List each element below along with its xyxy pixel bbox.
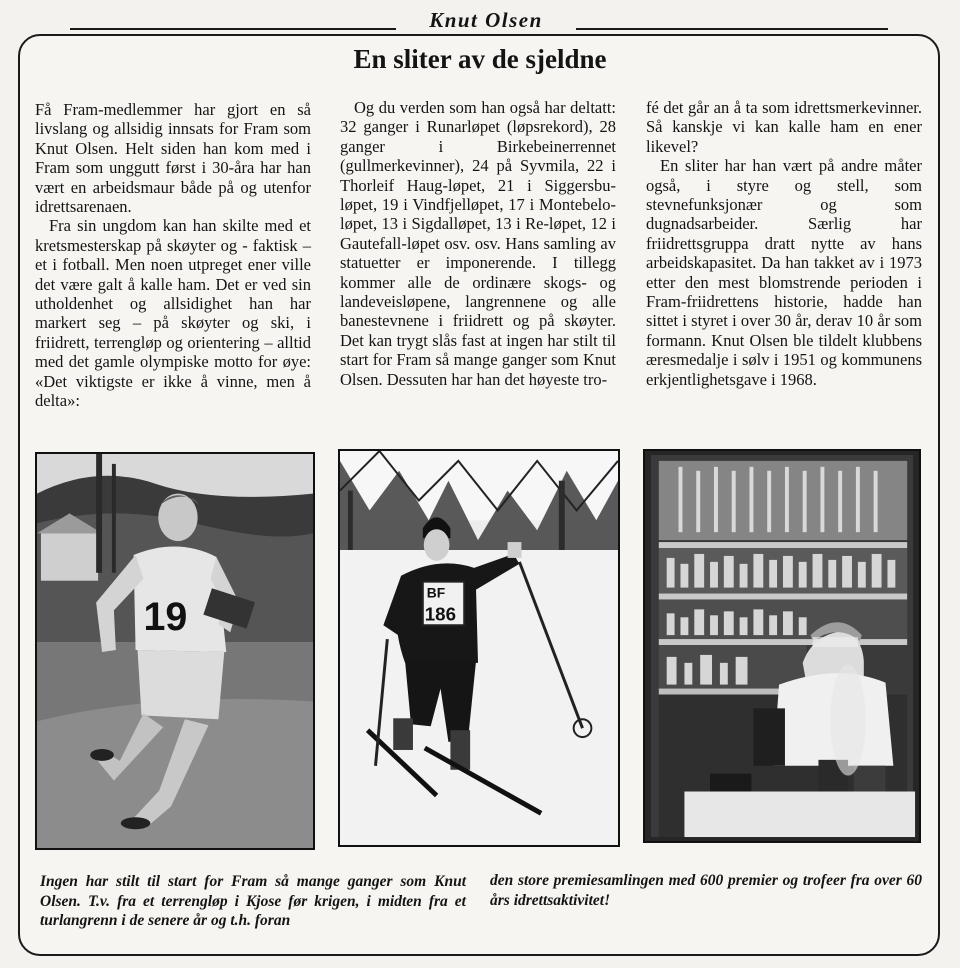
section-label: Knut Olsen xyxy=(396,8,576,33)
paragraph: Og du verden som han også har deltatt: 32 ganger i Runarløpet (løpsrekord), 28 ganger i Birkebeinerrennet (gullmerkevinner), 24 på Syvmila, 22 i Thorleif Haug-løpet, 21 i Siggersbu-løpet, 19 i Vindfjelløpet, 17 i Montebelo-løpet, 13 i Sigdalløpet, 13 i Re-løpet, 12 i Gautefall-løpet osv. osv. Hans samling av statuetter er imponerende. I tillegg kommer alle de ordinære skogs- og landeveisløpene, langrennene og alle banestevnene i friidrett og på skøyter. Det kan trygt slås fast at ingen har stilt til start for Fram så mange ganger som Knut Olsen. Dessuten har han det høyeste tro- xyxy=(340,98,616,389)
photo-runner xyxy=(35,452,315,850)
caption-left: Ingen har stilt til start for Fram så mange ganger som Knut Olsen. T.v. fra et terrengløp i Kjose før krigen, i midten fra et turlangrenn i de senere år og t.h. foran xyxy=(40,873,466,929)
article-column-1 xyxy=(35,100,311,411)
header-rule-right xyxy=(558,28,888,30)
article-column-2 xyxy=(340,98,616,389)
header-rule-left xyxy=(70,28,398,30)
caption-right: den store premiesamlingen med 600 premier og trofeer fra over 60 års idrettsaktivitet! xyxy=(490,872,922,909)
skier-bib-number: 186 xyxy=(424,603,457,625)
article-title: En sliter av de sjeldne xyxy=(353,44,607,74)
skier-chest-letters: BF xyxy=(426,584,446,601)
photo-trophy-collection xyxy=(643,449,921,843)
runner-bib-number: 19 xyxy=(143,595,188,640)
paragraph: fé det går an å ta som idrettsmerkevinner. Så kanskje vi kan kalle ham en ener likevel? xyxy=(646,98,922,156)
paragraph: Fra sin ungdom kan han skilte med et kretsmesterskap på skøyter og - faktisk – et i fotball. Men noen utpreget ener ville det være galt å kalle ham. Det er ved sin utholdenhet og allsidighet han har markert seg – på skøyter og ski, i friidrett, terrengløp og orientering – alltid med det gamle olympiske motto for øye: «Det viktigste er ikke å vinne, men å delta»: xyxy=(35,216,311,411)
paragraph: Få Fram-medlemmer har gjort en så livslang og allsidig innsats for Fram som Knut Olsen. Helt siden han kom med i Fram som unggutt først i 30-åra har han vært en arbeidsmaur både på og utenfor idrettsarenaen. xyxy=(35,100,311,217)
article-column-3 xyxy=(646,98,922,389)
paragraph: En sliter har han vært på andre måter også, i styre og stell, som stevnefunksjonær og som dugnadsarbeider. Særlig har friidrettsgruppa dratt nytte av hans arbeidskapasitet. Da han takket av i 1973 etter den mest blomstrende perioden i Fram-friidrettens historie, hadde han sittet i styret i over 30 år, derav 10 år som formann. Knut Olsen ble tildelt klubbens æresmedalje i sølv i 1951 og kommunens erkjentlighetsgave i 1968. xyxy=(646,156,922,389)
photo-skier xyxy=(338,449,620,847)
